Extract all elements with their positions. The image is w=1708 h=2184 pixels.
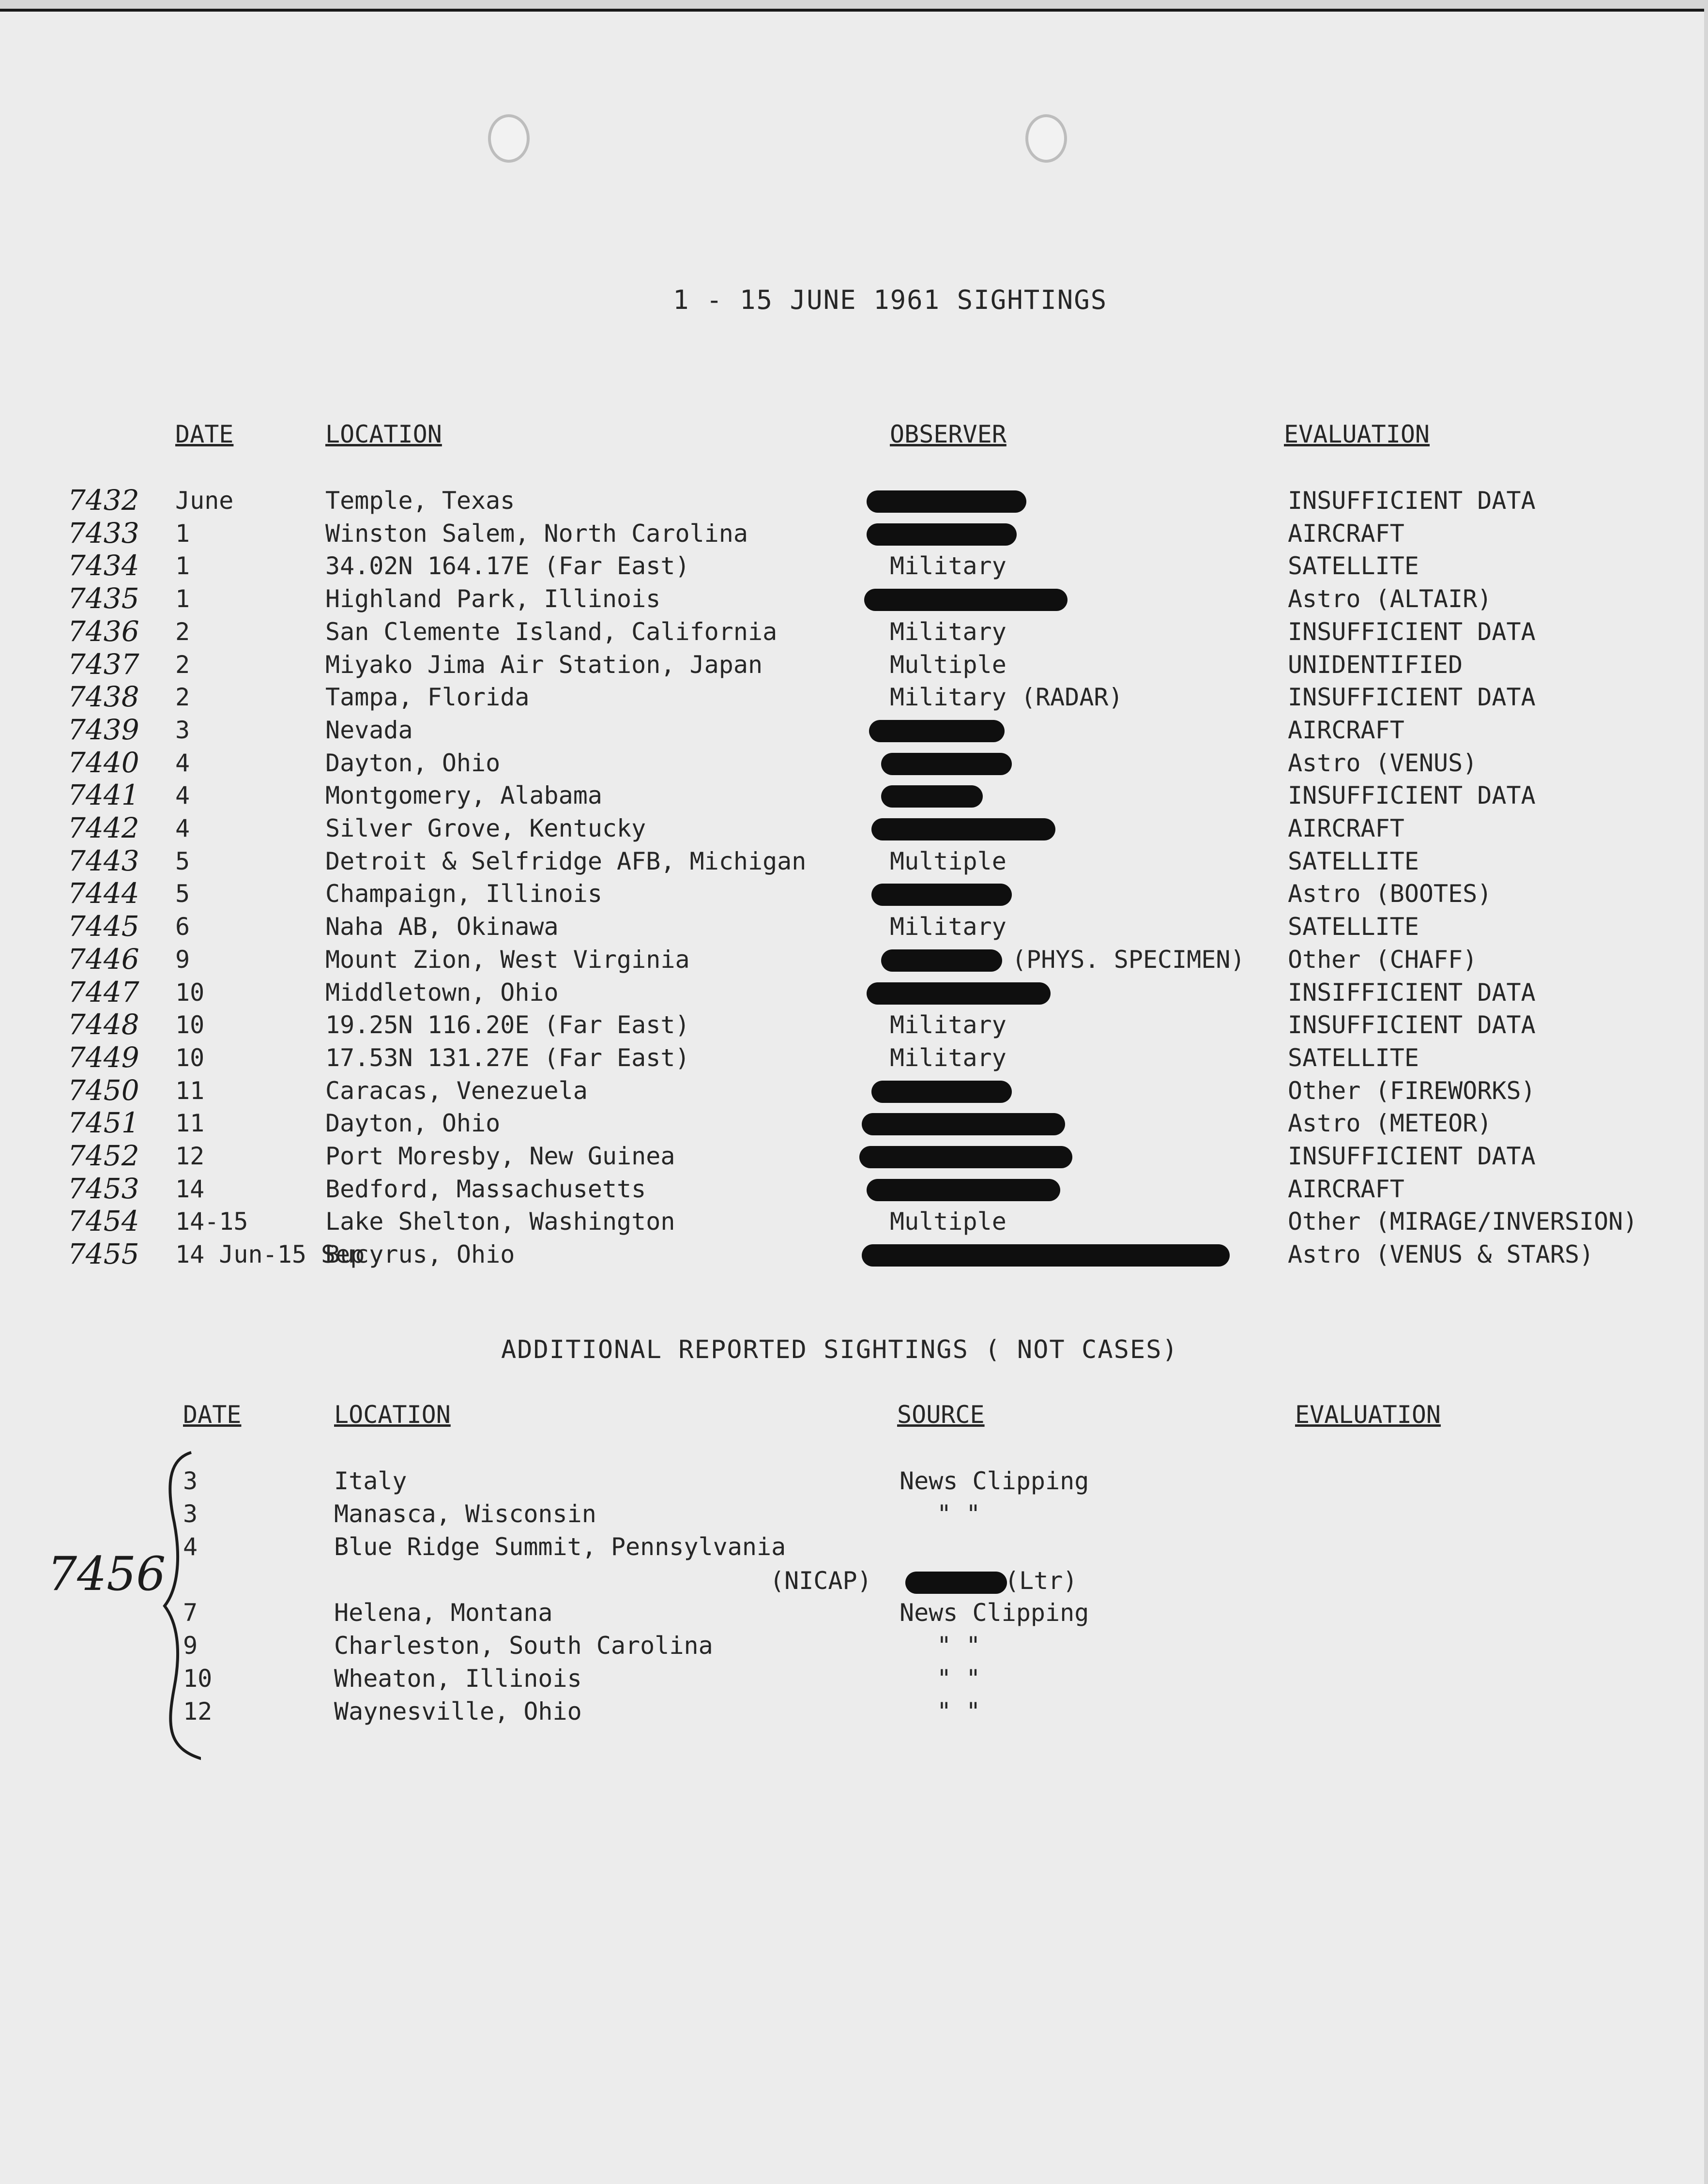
case-number: 7454 bbox=[68, 1205, 139, 1238]
table-row bbox=[0, 781, 1708, 813]
table-row bbox=[0, 1008, 1708, 1043]
additional-location: Helena, Montana bbox=[334, 1599, 553, 1627]
table-row bbox=[0, 877, 1708, 912]
additional-location: Charleston, South Carolina bbox=[334, 1632, 713, 1660]
additional-source: News Clipping bbox=[900, 1467, 1089, 1495]
sighting-date: 6 bbox=[175, 913, 190, 941]
case-number: 7434 bbox=[68, 549, 139, 582]
redaction-bar bbox=[864, 589, 1068, 611]
table-row bbox=[0, 844, 1708, 879]
sighting-location: Champaign, Illinois bbox=[325, 880, 602, 908]
sighting-date: 14 Jun-15 Sep bbox=[175, 1240, 365, 1269]
table-row bbox=[0, 942, 1708, 977]
sighting-date: 2 bbox=[175, 683, 190, 712]
additional-source: (Ltr) bbox=[1005, 1567, 1078, 1595]
list-item bbox=[0, 1632, 1708, 1664]
redaction-bar bbox=[867, 523, 1017, 546]
list-item bbox=[0, 1599, 1708, 1631]
additional-source: " " bbox=[937, 1697, 981, 1726]
table-row bbox=[0, 647, 1708, 683]
sighting-evaluation: AIRCRAFT bbox=[1288, 1175, 1404, 1203]
sighting-date: 1 bbox=[175, 519, 190, 548]
sighting-observer: Military bbox=[890, 913, 1006, 941]
sighting-observer: Military bbox=[890, 617, 1006, 646]
sighting-date: 2 bbox=[175, 650, 190, 679]
case-number: 7439 bbox=[68, 713, 139, 746]
sighting-location: 17.53N 131.27E (Far East) bbox=[325, 1043, 690, 1072]
sighting-evaluation: SATELLITE bbox=[1288, 847, 1419, 875]
sighting-location: Bucyrus, Ohio bbox=[325, 1240, 515, 1269]
additional-header-date: DATE bbox=[183, 1401, 242, 1429]
table-row bbox=[0, 1237, 1708, 1272]
sighting-evaluation: Other (MIRAGE/INVERSION) bbox=[1288, 1207, 1638, 1236]
header-location: LOCATION bbox=[325, 420, 442, 448]
sighting-evaluation: Astro (BOOTES) bbox=[1288, 880, 1492, 908]
punch-hole-right bbox=[1025, 114, 1067, 163]
sighting-evaluation: INSUFFICIENT DATA bbox=[1288, 617, 1536, 646]
sighting-evaluation: UNIDENTIFIED bbox=[1288, 650, 1463, 679]
sighting-date: 12 bbox=[175, 1142, 205, 1170]
sighting-date: 2 bbox=[175, 617, 190, 646]
sighting-evaluation: Astro (ALTAIR) bbox=[1288, 585, 1492, 613]
redaction-bar bbox=[881, 949, 1002, 972]
additional-date: 3 bbox=[183, 1467, 198, 1495]
case-number: 7449 bbox=[68, 1040, 139, 1074]
table-row bbox=[0, 811, 1708, 846]
additional-source: " " bbox=[937, 1632, 981, 1660]
redaction-bar bbox=[881, 785, 983, 808]
table-row bbox=[0, 680, 1708, 715]
sighting-evaluation: AIRCRAFT bbox=[1288, 716, 1404, 744]
punch-hole-left bbox=[488, 114, 530, 163]
sighting-date: 9 bbox=[175, 945, 190, 974]
case-number: 7436 bbox=[68, 614, 139, 648]
sighting-observer: Military (RADAR) bbox=[890, 683, 1123, 712]
sighting-location: Dayton, Ohio bbox=[325, 1109, 501, 1138]
sighting-evaluation: AIRCRAFT bbox=[1288, 519, 1404, 548]
redaction-bar bbox=[862, 1113, 1065, 1135]
header-date: DATE bbox=[175, 420, 234, 448]
sighting-evaluation: AIRCRAFT bbox=[1288, 814, 1404, 842]
sighting-observer: Multiple bbox=[890, 1207, 1006, 1236]
case-number: 7445 bbox=[68, 910, 139, 943]
case-number: 7447 bbox=[68, 975, 139, 1008]
sighting-date: 5 bbox=[175, 880, 190, 908]
sighting-evaluation: SATELLITE bbox=[1288, 913, 1419, 941]
sighting-evaluation: INSUFFICIENT DATA bbox=[1288, 1142, 1536, 1170]
additional-location: Waynesville, Ohio bbox=[334, 1697, 582, 1726]
sighting-date: 4 bbox=[175, 814, 190, 842]
sighting-location: Silver Grove, Kentucky bbox=[325, 814, 646, 842]
sighting-date: 10 bbox=[175, 1043, 205, 1072]
sighting-evaluation: INSUFFICIENT DATA bbox=[1288, 1011, 1536, 1039]
additional-location: Wheaton, Illinois bbox=[334, 1665, 582, 1693]
sighting-location: Detroit & Selfridge AFB, Michigan bbox=[325, 847, 807, 875]
list-item bbox=[0, 1665, 1708, 1696]
table-row bbox=[0, 582, 1708, 617]
additional-source: " " bbox=[937, 1665, 981, 1693]
sighting-date: 5 bbox=[175, 847, 190, 875]
redaction-bar bbox=[867, 1179, 1060, 1201]
additional-header-evaluation: EVALUATION bbox=[1295, 1401, 1441, 1429]
additional-location: Manasca, Wisconsin bbox=[334, 1500, 596, 1528]
redaction-bar bbox=[867, 982, 1051, 1005]
additional-title: ADDITIONAL REPORTED SIGHTINGS ( NOT CASES) bbox=[501, 1335, 1178, 1364]
case-number: 7448 bbox=[68, 1008, 139, 1041]
case-number: 7432 bbox=[68, 484, 139, 517]
sighting-location: Port Moresby, New Guinea bbox=[325, 1142, 675, 1170]
redaction-bar bbox=[869, 720, 1005, 742]
case-number: 7442 bbox=[68, 811, 139, 844]
additional-date: 7 bbox=[183, 1599, 198, 1627]
table-row bbox=[0, 746, 1708, 781]
sighting-date: 4 bbox=[175, 781, 190, 810]
sighting-location: Middletown, Ohio bbox=[325, 978, 559, 1007]
sighting-date: 14-15 bbox=[175, 1207, 248, 1236]
sighting-evaluation: Astro (VENUS) bbox=[1288, 748, 1478, 777]
case-number: 7438 bbox=[68, 680, 139, 714]
additional-date: 3 bbox=[183, 1500, 198, 1528]
sighting-date: 11 bbox=[175, 1076, 205, 1105]
sighting-location: Mount Zion, West Virginia bbox=[325, 945, 690, 974]
sighting-evaluation: SATELLITE bbox=[1288, 1043, 1419, 1072]
sighting-date: 11 bbox=[175, 1109, 205, 1138]
redaction-bar bbox=[871, 1081, 1012, 1103]
table-row bbox=[0, 516, 1708, 551]
sighting-observer: (PHYS. SPECIMEN) bbox=[1012, 945, 1245, 974]
case-number: 7440 bbox=[68, 746, 139, 779]
case-number: 7446 bbox=[68, 942, 139, 976]
additional-date: 9 bbox=[183, 1632, 198, 1660]
table-row bbox=[0, 1040, 1708, 1076]
sighting-location: Caracas, Venezuela bbox=[325, 1076, 588, 1105]
sighting-location: Dayton, Ohio bbox=[325, 748, 501, 777]
table-row bbox=[0, 484, 1708, 519]
sighting-date: 14 bbox=[175, 1175, 205, 1203]
sighting-evaluation: Other (CHAFF) bbox=[1288, 945, 1478, 974]
sighting-location: Winston Salem, North Carolina bbox=[325, 519, 748, 548]
table-row bbox=[0, 549, 1708, 584]
case-number: 7443 bbox=[68, 844, 139, 877]
redaction-bar bbox=[859, 1146, 1072, 1168]
sighting-location: 34.02N 164.17E (Far East) bbox=[325, 552, 690, 580]
sighting-evaluation: INSUFFICIENT DATA bbox=[1288, 683, 1536, 712]
sighting-date: 1 bbox=[175, 552, 190, 580]
case-number: 7450 bbox=[68, 1073, 139, 1107]
sighting-location: Nevada bbox=[325, 716, 413, 744]
sighting-evaluation: INSIFFICIENT DATA bbox=[1288, 978, 1536, 1007]
table-row bbox=[0, 1207, 1708, 1239]
additional-source: News Clipping bbox=[900, 1599, 1089, 1627]
case-number: 7455 bbox=[68, 1237, 139, 1271]
table-row bbox=[0, 1172, 1708, 1207]
sighting-location: 19.25N 116.20E (Far East) bbox=[325, 1011, 690, 1039]
case-number: 7437 bbox=[68, 647, 139, 681]
additional-date: 12 bbox=[183, 1697, 213, 1726]
sighting-observer: Multiple bbox=[890, 650, 1006, 679]
sighting-observer: Military bbox=[890, 1043, 1006, 1072]
additional-location: Italy bbox=[334, 1467, 407, 1495]
table-row bbox=[0, 975, 1708, 1010]
sighting-location: Highland Park, Illinois bbox=[325, 585, 661, 613]
case-number: 7444 bbox=[68, 877, 139, 910]
case-number: 7451 bbox=[68, 1106, 139, 1140]
list-item bbox=[0, 1467, 1708, 1499]
sighting-date: 1 bbox=[175, 585, 190, 613]
sighting-location: Montgomery, Alabama bbox=[325, 781, 602, 810]
sighting-location: Lake Shelton, Washington bbox=[325, 1207, 675, 1236]
sighting-evaluation: INSUFFICIENT DATA bbox=[1288, 487, 1536, 515]
table-row bbox=[0, 1073, 1708, 1109]
redaction-bar bbox=[881, 753, 1012, 775]
additional-date: 10 bbox=[183, 1665, 213, 1693]
additional-date: 4 bbox=[183, 1533, 198, 1561]
case-number: 7453 bbox=[68, 1172, 139, 1205]
sighting-observer: Military bbox=[890, 552, 1006, 580]
case-number: 7435 bbox=[68, 582, 139, 615]
additional-case-number: 7456 bbox=[47, 1547, 166, 1601]
header-evaluation: EVALUATION bbox=[1284, 420, 1430, 448]
sighting-evaluation: SATELLITE bbox=[1288, 552, 1419, 580]
sighting-date: 10 bbox=[175, 978, 205, 1007]
list-item bbox=[0, 1533, 1708, 1565]
list-item bbox=[0, 1567, 1708, 1599]
redaction-bar bbox=[867, 490, 1026, 513]
sighting-location: Temple, Texas bbox=[325, 487, 515, 515]
sighting-location: Tampa, Florida bbox=[325, 683, 530, 712]
sighting-date: June bbox=[175, 487, 234, 515]
case-number: 7441 bbox=[68, 779, 139, 812]
sighting-location: Miyako Jima Air Station, Japan bbox=[325, 650, 763, 679]
redaction-bar bbox=[905, 1572, 1007, 1594]
redaction-bar bbox=[862, 1244, 1230, 1267]
table-row bbox=[0, 713, 1708, 748]
sighting-evaluation: Astro (VENUS & STARS) bbox=[1288, 1240, 1594, 1269]
sighting-observer: Military bbox=[890, 1011, 1006, 1039]
table-row bbox=[0, 1139, 1708, 1174]
sighting-date: 3 bbox=[175, 716, 190, 744]
list-item bbox=[0, 1697, 1708, 1729]
additional-header-source: SOURCE bbox=[897, 1401, 985, 1429]
sighting-location: Bedford, Massachusetts bbox=[325, 1175, 646, 1203]
sighting-evaluation: Other (FIREWORKS) bbox=[1288, 1076, 1536, 1105]
list-item bbox=[0, 1500, 1708, 1532]
table-row bbox=[0, 1106, 1708, 1141]
header-observer: OBSERVER bbox=[890, 420, 1006, 448]
additional-location: Blue Ridge Summit, Pennsylvania bbox=[334, 1533, 786, 1561]
additional-source: " " bbox=[937, 1500, 981, 1528]
document-title: 1 - 15 JUNE 1961 SIGHTINGS bbox=[673, 285, 1108, 315]
sighting-observer: Multiple bbox=[890, 847, 1006, 875]
sighting-location: Naha AB, Okinawa bbox=[325, 913, 559, 941]
case-number: 7452 bbox=[68, 1139, 139, 1172]
redaction-bar bbox=[871, 884, 1012, 906]
redaction-bar bbox=[871, 818, 1055, 840]
sighting-date: 10 bbox=[175, 1011, 205, 1039]
table-row bbox=[0, 614, 1708, 650]
sighting-location: San Clemente Island, California bbox=[325, 617, 778, 646]
additional-location: (NICAP) bbox=[770, 1567, 872, 1595]
sighting-evaluation: Astro (METEOR) bbox=[1288, 1109, 1492, 1138]
table-row bbox=[0, 910, 1708, 945]
sighting-evaluation: INSUFFICIENT DATA bbox=[1288, 781, 1536, 810]
additional-header-location: LOCATION bbox=[334, 1401, 451, 1429]
sighting-date: 4 bbox=[175, 748, 190, 777]
case-number: 7433 bbox=[68, 516, 139, 550]
